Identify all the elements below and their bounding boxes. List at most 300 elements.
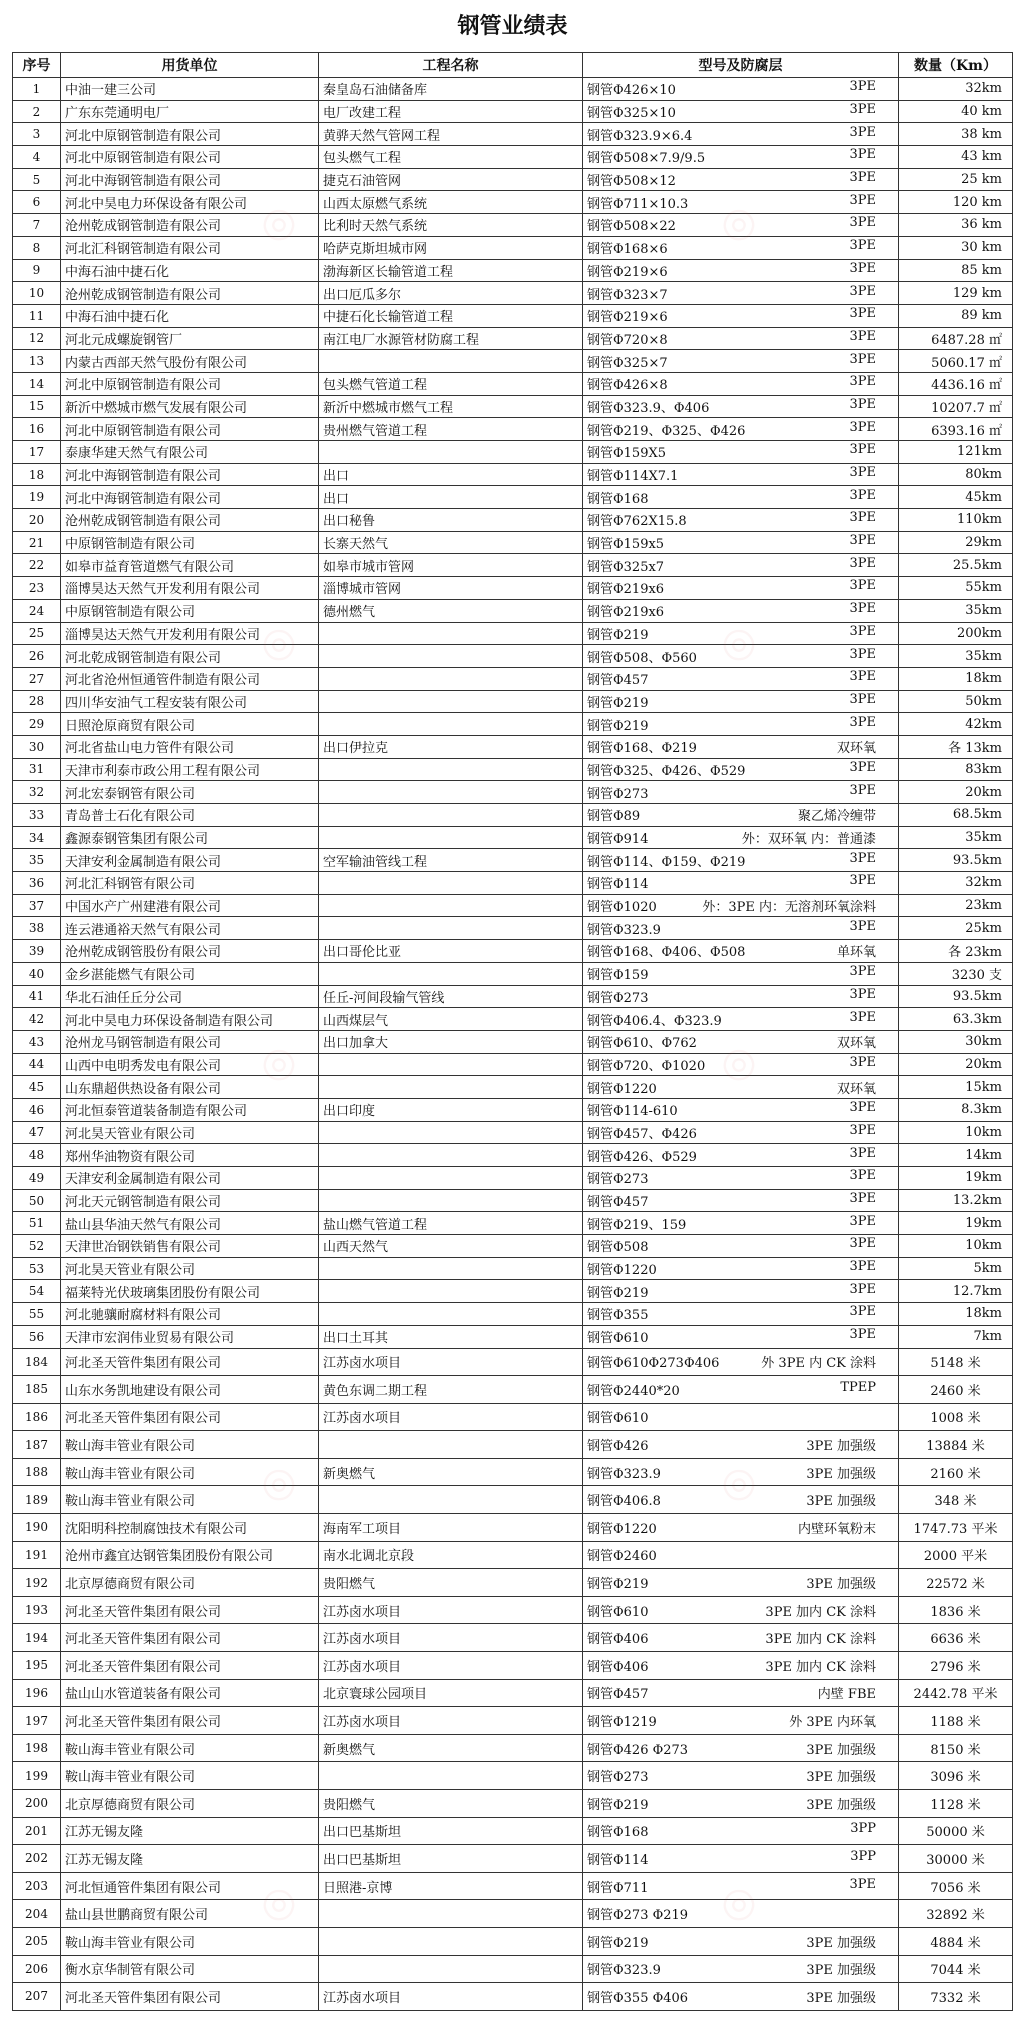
coating: 外 3PE 内环氧 xyxy=(789,1715,876,1731)
cell-serial: 46 xyxy=(13,1098,61,1121)
table-row xyxy=(13,1325,1013,1348)
cell-serial: 197 xyxy=(13,1707,61,1735)
cell-serial: 25 xyxy=(13,622,61,645)
table-row xyxy=(13,259,1013,282)
cell-project: 盐山燃气管道工程 xyxy=(319,1212,583,1235)
cell-serial: 1 xyxy=(13,78,61,101)
header-quantity: 数量（Km） xyxy=(899,53,1013,78)
cell-project: 比利时天然气系统 xyxy=(319,214,583,237)
cell-spec xyxy=(583,735,899,758)
cell-spec xyxy=(583,599,899,622)
pipe-model: 钢管Φ323.9 xyxy=(587,1963,661,1979)
coating: 3PE 加内 CK 涂料 xyxy=(765,1659,876,1675)
cell-serial: 200 xyxy=(13,1790,61,1818)
pipe-model: 钢管Φ406 xyxy=(587,1632,649,1648)
cell-project xyxy=(319,872,583,895)
cell-spec xyxy=(583,1098,899,1121)
table-row xyxy=(13,1817,1013,1845)
pipe-model: 钢管Φ426、Φ529 xyxy=(587,1149,697,1165)
cell-customer: 盐山山水管道装备有限公司 xyxy=(61,1679,319,1707)
cell-project xyxy=(319,1189,583,1212)
cell-spec xyxy=(583,1189,899,1212)
table-row xyxy=(13,1900,1013,1928)
table-row xyxy=(13,395,1013,418)
cell-spec xyxy=(583,713,899,736)
cell-project: 贵阳燃气 xyxy=(319,1569,583,1597)
cell-serial: 50 xyxy=(13,1189,61,1212)
cell-serial: 195 xyxy=(13,1652,61,1680)
cell-customer: 河北中原钢管制造有限公司 xyxy=(61,146,319,169)
cell-serial: 192 xyxy=(13,1569,61,1597)
table-row xyxy=(13,758,1013,781)
pipe-model: 钢管Φ114-610 xyxy=(587,1104,678,1120)
cell-serial: 12 xyxy=(13,327,61,350)
table-row xyxy=(13,1212,1013,1235)
cell-project: 江苏卤水项目 xyxy=(319,1596,583,1624)
cell-quantity: 38 km xyxy=(899,123,1013,146)
cell-customer: 河北天元钢管制造有限公司 xyxy=(61,1189,319,1212)
cell-quantity: 1747.73 平米 xyxy=(899,1514,1013,1542)
cell-quantity: 30 km xyxy=(899,236,1013,259)
pipe-model: 钢管Φ325×10 xyxy=(587,106,676,122)
cell-spec xyxy=(583,191,899,214)
cell-project: 北京寰球公园项目 xyxy=(319,1679,583,1707)
table-row xyxy=(13,1189,1013,1212)
cell-serial: 34 xyxy=(13,826,61,849)
cell-customer: 鞍山海丰管业有限公司 xyxy=(61,1927,319,1955)
cell-project: 江苏卤水项目 xyxy=(319,1403,583,1431)
header-spec: 型号及防腐层 xyxy=(583,53,899,78)
cell-serial: 188 xyxy=(13,1458,61,1486)
cell-spec xyxy=(583,395,899,418)
cell-project: 山西天然气 xyxy=(319,1235,583,1258)
cell-project: 黄骅天然气管网工程 xyxy=(319,123,583,146)
cell-project: 山西太原燃气系统 xyxy=(319,191,583,214)
cell-serial: 16 xyxy=(13,418,61,441)
coating: 3PE xyxy=(849,533,876,549)
cell-quantity: 18km xyxy=(899,1303,1013,1326)
cell-project: 渤海新区长输管道工程 xyxy=(319,259,583,282)
cell-customer: 河北中原钢管制造有限公司 xyxy=(61,418,319,441)
pipe-model: 钢管Φ273 Φ219 xyxy=(587,1908,689,1924)
cell-customer: 河北中海钢管制造有限公司 xyxy=(61,463,319,486)
cell-serial: 45 xyxy=(13,1076,61,1099)
cell-spec xyxy=(583,1762,899,1790)
coating: 3PE xyxy=(849,1122,876,1138)
coating xyxy=(876,1545,894,1564)
coating: 3PE xyxy=(849,691,876,707)
cell-quantity: 23km xyxy=(899,894,1013,917)
table-row xyxy=(13,1872,1013,1900)
coating: 3PE xyxy=(849,1327,876,1343)
cell-quantity: 68.5km xyxy=(899,804,1013,827)
cell-serial: 5 xyxy=(13,168,61,191)
cell-customer: 河北昊天管业有限公司 xyxy=(61,1257,319,1280)
cell-serial: 32 xyxy=(13,781,61,804)
cell-customer: 河北圣天管件集团有限公司 xyxy=(61,1983,319,2011)
cell-quantity: 110km xyxy=(899,509,1013,532)
cell-quantity: 36 km xyxy=(899,214,1013,237)
cell-serial: 39 xyxy=(13,940,61,963)
table-row xyxy=(13,146,1013,169)
cell-quantity: 1836 米 xyxy=(899,1596,1013,1624)
pipe-model: 钢管Φ914 xyxy=(587,832,649,848)
pipe-model: 钢管Φ325×7 xyxy=(587,355,668,371)
pipe-model: 钢管Φ168 xyxy=(587,491,649,507)
pipe-model: 钢管Φ219 xyxy=(587,1935,649,1951)
cell-quantity: 2796 米 xyxy=(899,1652,1013,1680)
cell-quantity: 2460 米 xyxy=(899,1376,1013,1404)
cell-spec xyxy=(583,690,899,713)
table-row xyxy=(13,1431,1013,1459)
cell-serial: 194 xyxy=(13,1624,61,1652)
cell-customer: 河北驰骧耐腐材料有限公司 xyxy=(61,1303,319,1326)
coating: 外：双环氧 内：普通漆 xyxy=(741,832,876,848)
cell-customer: 中海石油中捷石化 xyxy=(61,259,319,282)
cell-serial: 207 xyxy=(13,1983,61,2011)
pipe-model: 钢管Φ168、Φ219 xyxy=(587,741,697,757)
pipe-model: 钢管Φ323×7 xyxy=(587,287,668,303)
cell-customer: 日照沧原商贸有限公司 xyxy=(61,713,319,736)
pipe-model: 钢管Φ323.9、Φ406 xyxy=(587,400,710,416)
table-row xyxy=(13,1121,1013,1144)
cell-customer: 河北恒泰管道装备制造有限公司 xyxy=(61,1098,319,1121)
cell-project xyxy=(319,622,583,645)
cell-quantity: 22572 米 xyxy=(899,1569,1013,1597)
cell-quantity: 85 km xyxy=(899,259,1013,282)
cell-serial: 10 xyxy=(13,282,61,305)
cell-quantity: 3096 米 xyxy=(899,1762,1013,1790)
coating: 3PE 加强级 xyxy=(806,1770,876,1786)
pipe-model: 钢管Φ114 xyxy=(587,1852,649,1868)
table-row xyxy=(13,1652,1013,1680)
cell-customer: 泰康华建天然气有限公司 xyxy=(61,441,319,464)
pipe-model: 钢管Φ219、Φ325、Φ426 xyxy=(587,423,746,439)
coating: 3PE xyxy=(849,1213,876,1229)
cell-spec xyxy=(583,1652,899,1680)
pipe-model: 钢管Φ219x6 xyxy=(587,582,665,598)
cell-customer: 沧州市鑫宜达钢管集团股份有限公司 xyxy=(61,1541,319,1569)
cell-customer: 新沂中燃城市燃气发展有限公司 xyxy=(61,395,319,418)
watermark-logo: ◎ xyxy=(249,1034,305,1092)
cell-spec xyxy=(583,1008,899,1031)
cell-customer: 鞍山海丰管业有限公司 xyxy=(61,1431,319,1459)
pipe-model: 钢管Φ406.4、Φ323.9 xyxy=(587,1013,722,1029)
cell-spec xyxy=(583,985,899,1008)
cell-quantity: 7044 米 xyxy=(899,1955,1013,1983)
cell-spec xyxy=(583,123,899,146)
cell-serial: 51 xyxy=(13,1212,61,1235)
cell-serial: 24 xyxy=(13,599,61,622)
cell-spec xyxy=(583,622,899,645)
cell-spec xyxy=(583,1817,899,1845)
cell-customer: 沧州乾成钢管制造有限公司 xyxy=(61,214,319,237)
cell-project xyxy=(319,1762,583,1790)
cell-serial: 6 xyxy=(13,191,61,214)
pipe-model: 钢管Φ273 xyxy=(587,990,649,1006)
cell-spec xyxy=(583,804,899,827)
cell-spec xyxy=(583,531,899,554)
cell-quantity: 2160 米 xyxy=(899,1458,1013,1486)
cell-quantity: 6636 米 xyxy=(899,1624,1013,1652)
table-row xyxy=(13,350,1013,373)
cell-quantity: 12.7km xyxy=(899,1280,1013,1303)
pipe-model: 钢管Φ610Φ273Φ406 xyxy=(587,1356,720,1372)
cell-serial: 43 xyxy=(13,1030,61,1053)
pipe-model: 钢管Φ219×6 xyxy=(587,310,668,326)
cell-project xyxy=(319,1167,583,1190)
coating: 3PE 加强级 xyxy=(806,1439,876,1455)
cell-quantity: 129 km xyxy=(899,282,1013,305)
cell-project: 德州燃气 xyxy=(319,599,583,622)
cell-customer: 中海石油中捷石化 xyxy=(61,304,319,327)
cell-spec xyxy=(583,1280,899,1303)
table-row xyxy=(13,1707,1013,1735)
cell-project: 江苏卤水项目 xyxy=(319,1707,583,1735)
cell-quantity: 18km xyxy=(899,667,1013,690)
cell-spec xyxy=(583,1144,899,1167)
cell-spec xyxy=(583,1596,899,1624)
cell-project xyxy=(319,781,583,804)
cell-quantity: 20km xyxy=(899,1053,1013,1076)
cell-spec xyxy=(583,1541,899,1569)
cell-spec xyxy=(583,1431,899,1459)
cell-customer: 金乡湛能燃气有限公司 xyxy=(61,962,319,985)
cell-quantity: 5060.17 ㎡ xyxy=(899,350,1013,373)
cell-project: 出口土耳其 xyxy=(319,1325,583,1348)
cell-project xyxy=(319,713,583,736)
coating: 内壁环氧粉末 xyxy=(797,1521,876,1537)
pipe-model: 钢管Φ168×6 xyxy=(587,242,668,258)
pipe-model: 钢管Φ273 xyxy=(587,1770,649,1786)
header-serial: 序号 xyxy=(13,53,61,78)
table-row xyxy=(13,985,1013,1008)
cell-customer: 河北乾成钢管制造有限公司 xyxy=(61,645,319,668)
cell-quantity: 50000 米 xyxy=(899,1817,1013,1845)
header-project: 工程名称 xyxy=(319,53,583,78)
pipe-model: 钢管Φ508、Φ560 xyxy=(587,650,697,666)
table-row xyxy=(13,1569,1013,1597)
table-row xyxy=(13,100,1013,123)
cell-customer: 河北元成螺旋钢管厂 xyxy=(61,327,319,350)
pipe-model: 钢管Φ426×8 xyxy=(587,378,668,394)
cell-project xyxy=(319,645,583,668)
table-row xyxy=(13,1403,1013,1431)
cell-project: 南水北调北京段 xyxy=(319,1541,583,1569)
cell-customer: 福莱特光伏玻璃集团股份有限公司 xyxy=(61,1280,319,1303)
cell-project xyxy=(319,1927,583,1955)
cell-project: 南江电厂水源管材防腐工程 xyxy=(319,327,583,350)
pipe-model: 钢管Φ457 xyxy=(587,673,649,689)
coating: 3PE xyxy=(849,419,876,435)
cell-quantity: 120 km xyxy=(899,191,1013,214)
table-row xyxy=(13,1376,1013,1404)
cell-quantity: 1128 米 xyxy=(899,1790,1013,1818)
coating xyxy=(876,1904,894,1923)
cell-project: 海南军工项目 xyxy=(319,1514,583,1542)
cell-spec xyxy=(583,1707,899,1735)
pipe-model: 钢管Φ508×7.9/9.5 xyxy=(587,151,706,167)
cell-quantity: 35km xyxy=(899,599,1013,622)
cell-serial: 53 xyxy=(13,1257,61,1280)
coating: 3PE xyxy=(849,487,876,503)
table-row xyxy=(13,1030,1013,1053)
cell-spec xyxy=(583,1257,899,1280)
cell-quantity: 5148 米 xyxy=(899,1348,1013,1376)
cell-spec xyxy=(583,100,899,123)
coating: 3PE 加强级 xyxy=(806,1963,876,1979)
coating: 3PE xyxy=(849,260,876,276)
pipe-model: 钢管Φ426 xyxy=(587,1439,649,1455)
cell-project xyxy=(319,1076,583,1099)
cell-customer: 江苏无锡友隆 xyxy=(61,1817,319,1845)
cell-quantity: 25.5km xyxy=(899,554,1013,577)
coating: 3PE xyxy=(849,510,876,526)
cell-quantity: 7km xyxy=(899,1325,1013,1348)
cell-quantity: 63.3km xyxy=(899,1008,1013,1031)
cell-serial: 33 xyxy=(13,804,61,827)
cell-quantity: 40 km xyxy=(899,100,1013,123)
coating: 3PP xyxy=(850,1821,876,1837)
cell-project xyxy=(319,690,583,713)
cell-customer: 沧州乾成钢管股份有限公司 xyxy=(61,940,319,963)
cell-project: 出口秘鲁 xyxy=(319,509,583,532)
cell-spec xyxy=(583,554,899,577)
pipe-model: 钢管Φ219 xyxy=(587,718,649,734)
pipe-model: 钢管Φ508×12 xyxy=(587,174,676,190)
cell-spec xyxy=(583,1348,899,1376)
cell-project: 出口巴基斯坦 xyxy=(319,1845,583,1873)
cell-serial: 47 xyxy=(13,1121,61,1144)
cell-quantity: 45km xyxy=(899,486,1013,509)
cell-project xyxy=(319,1121,583,1144)
pipe-model: 钢管Φ457、Φ426 xyxy=(587,1126,697,1142)
cell-serial: 52 xyxy=(13,1235,61,1258)
cell-project: 秦皇岛石油储备库 xyxy=(319,78,583,101)
cell-spec xyxy=(583,667,899,690)
cell-project: 出口加拿大 xyxy=(319,1030,583,1053)
cell-quantity: 19km xyxy=(899,1167,1013,1190)
coating: 外：3PE 内：无溶剂环氧涂料 xyxy=(702,900,876,916)
pipe-model: 钢管Φ2440*20 xyxy=(587,1383,680,1399)
cell-serial: 4 xyxy=(13,146,61,169)
cell-project: 江苏卤水项目 xyxy=(319,1348,583,1376)
cell-spec xyxy=(583,1955,899,1983)
table-row xyxy=(13,1303,1013,1326)
cell-spec xyxy=(583,917,899,940)
coating: 3PE xyxy=(849,873,876,889)
coating: 3PE xyxy=(849,1281,876,1297)
cell-customer: 山西中电明秀发电有限公司 xyxy=(61,1053,319,1076)
cell-serial: 42 xyxy=(13,1008,61,1031)
cell-serial: 26 xyxy=(13,645,61,668)
table-row xyxy=(13,531,1013,554)
cell-project xyxy=(319,804,583,827)
cell-project: 江苏卤水项目 xyxy=(319,1652,583,1680)
cell-customer: 沧州乾成钢管制造有限公司 xyxy=(61,509,319,532)
cell-serial: 31 xyxy=(13,758,61,781)
cell-project: 贵州燃气管道工程 xyxy=(319,418,583,441)
table-row xyxy=(13,849,1013,872)
cell-serial: 37 xyxy=(13,894,61,917)
cell-project: 出口哥伦比亚 xyxy=(319,940,583,963)
cell-customer: 河北中原钢管制造有限公司 xyxy=(61,123,319,146)
cell-customer: 华北石油任丘分公司 xyxy=(61,985,319,1008)
pipe-model: 钢管Φ219 xyxy=(587,627,649,643)
cell-spec xyxy=(583,1167,899,1190)
cell-quantity: 83km xyxy=(899,758,1013,781)
table-row xyxy=(13,1167,1013,1190)
watermark-logo: ◎ xyxy=(709,1034,765,1092)
table-row xyxy=(13,826,1013,849)
cell-customer: 河北圣天管件集团有限公司 xyxy=(61,1403,319,1431)
cell-spec xyxy=(583,1403,899,1431)
table-row xyxy=(13,1596,1013,1624)
cell-spec xyxy=(583,146,899,169)
pipe-model: 钢管Φ168、Φ406、Φ508 xyxy=(587,945,746,961)
coating: 3PE xyxy=(849,1876,876,1892)
coating: 3PE xyxy=(849,374,876,390)
cell-quantity: 348 米 xyxy=(899,1486,1013,1514)
table-row xyxy=(13,1624,1013,1652)
cell-quantity: 29km xyxy=(899,531,1013,554)
cell-customer: 河北恒通管件集团有限公司 xyxy=(61,1872,319,1900)
pipe-model: 钢管Φ762X15.8 xyxy=(587,514,687,530)
cell-spec xyxy=(583,1053,899,1076)
pipe-model: 钢管Φ325x7 xyxy=(587,559,665,575)
cell-quantity: 32892 米 xyxy=(899,1900,1013,1928)
table-row xyxy=(13,1098,1013,1121)
coating: 3PE xyxy=(849,238,876,254)
cell-serial: 28 xyxy=(13,690,61,713)
cell-project xyxy=(319,1144,583,1167)
cell-serial: 205 xyxy=(13,1927,61,1955)
cell-customer: 盐山县华油天然气有限公司 xyxy=(61,1212,319,1235)
cell-quantity: 1188 米 xyxy=(899,1707,1013,1735)
cell-spec xyxy=(583,781,899,804)
cell-spec xyxy=(583,509,899,532)
pipe-model: 钢管Φ219x6 xyxy=(587,605,665,621)
table-row xyxy=(13,1762,1013,1790)
cell-customer: 鞍山海丰管业有限公司 xyxy=(61,1734,319,1762)
cell-quantity: 7332 米 xyxy=(899,1983,1013,2011)
coating: 3PE xyxy=(849,714,876,730)
cell-serial: 23 xyxy=(13,577,61,600)
cell-spec xyxy=(583,1121,899,1144)
cell-serial: 19 xyxy=(13,486,61,509)
cell-serial: 13 xyxy=(13,350,61,373)
cell-spec xyxy=(583,1900,899,1928)
coating: 3PE xyxy=(849,850,876,866)
pipe-model: 钢管Φ219×6 xyxy=(587,264,668,280)
coating: 3PE xyxy=(849,215,876,231)
table-row xyxy=(13,599,1013,622)
cell-quantity: 50km xyxy=(899,690,1013,713)
table-row xyxy=(13,1734,1013,1762)
cell-quantity: 1008 米 xyxy=(899,1403,1013,1431)
table-row xyxy=(13,894,1013,917)
cell-customer: 天津市宏润伟业贸易有限公司 xyxy=(61,1325,319,1348)
cell-project: 包头燃气工程 xyxy=(319,146,583,169)
table-row xyxy=(13,1845,1013,1873)
cell-project: 江苏卤水项目 xyxy=(319,1983,583,2011)
cell-spec xyxy=(583,304,899,327)
table-row xyxy=(13,1053,1013,1076)
pipe-model: 钢管Φ89 xyxy=(587,809,641,825)
cell-customer: 河北中昊电力环保设备制造有限公司 xyxy=(61,1008,319,1031)
cell-customer: 北京厚德商贸有限公司 xyxy=(61,1569,319,1597)
table-row xyxy=(13,577,1013,600)
